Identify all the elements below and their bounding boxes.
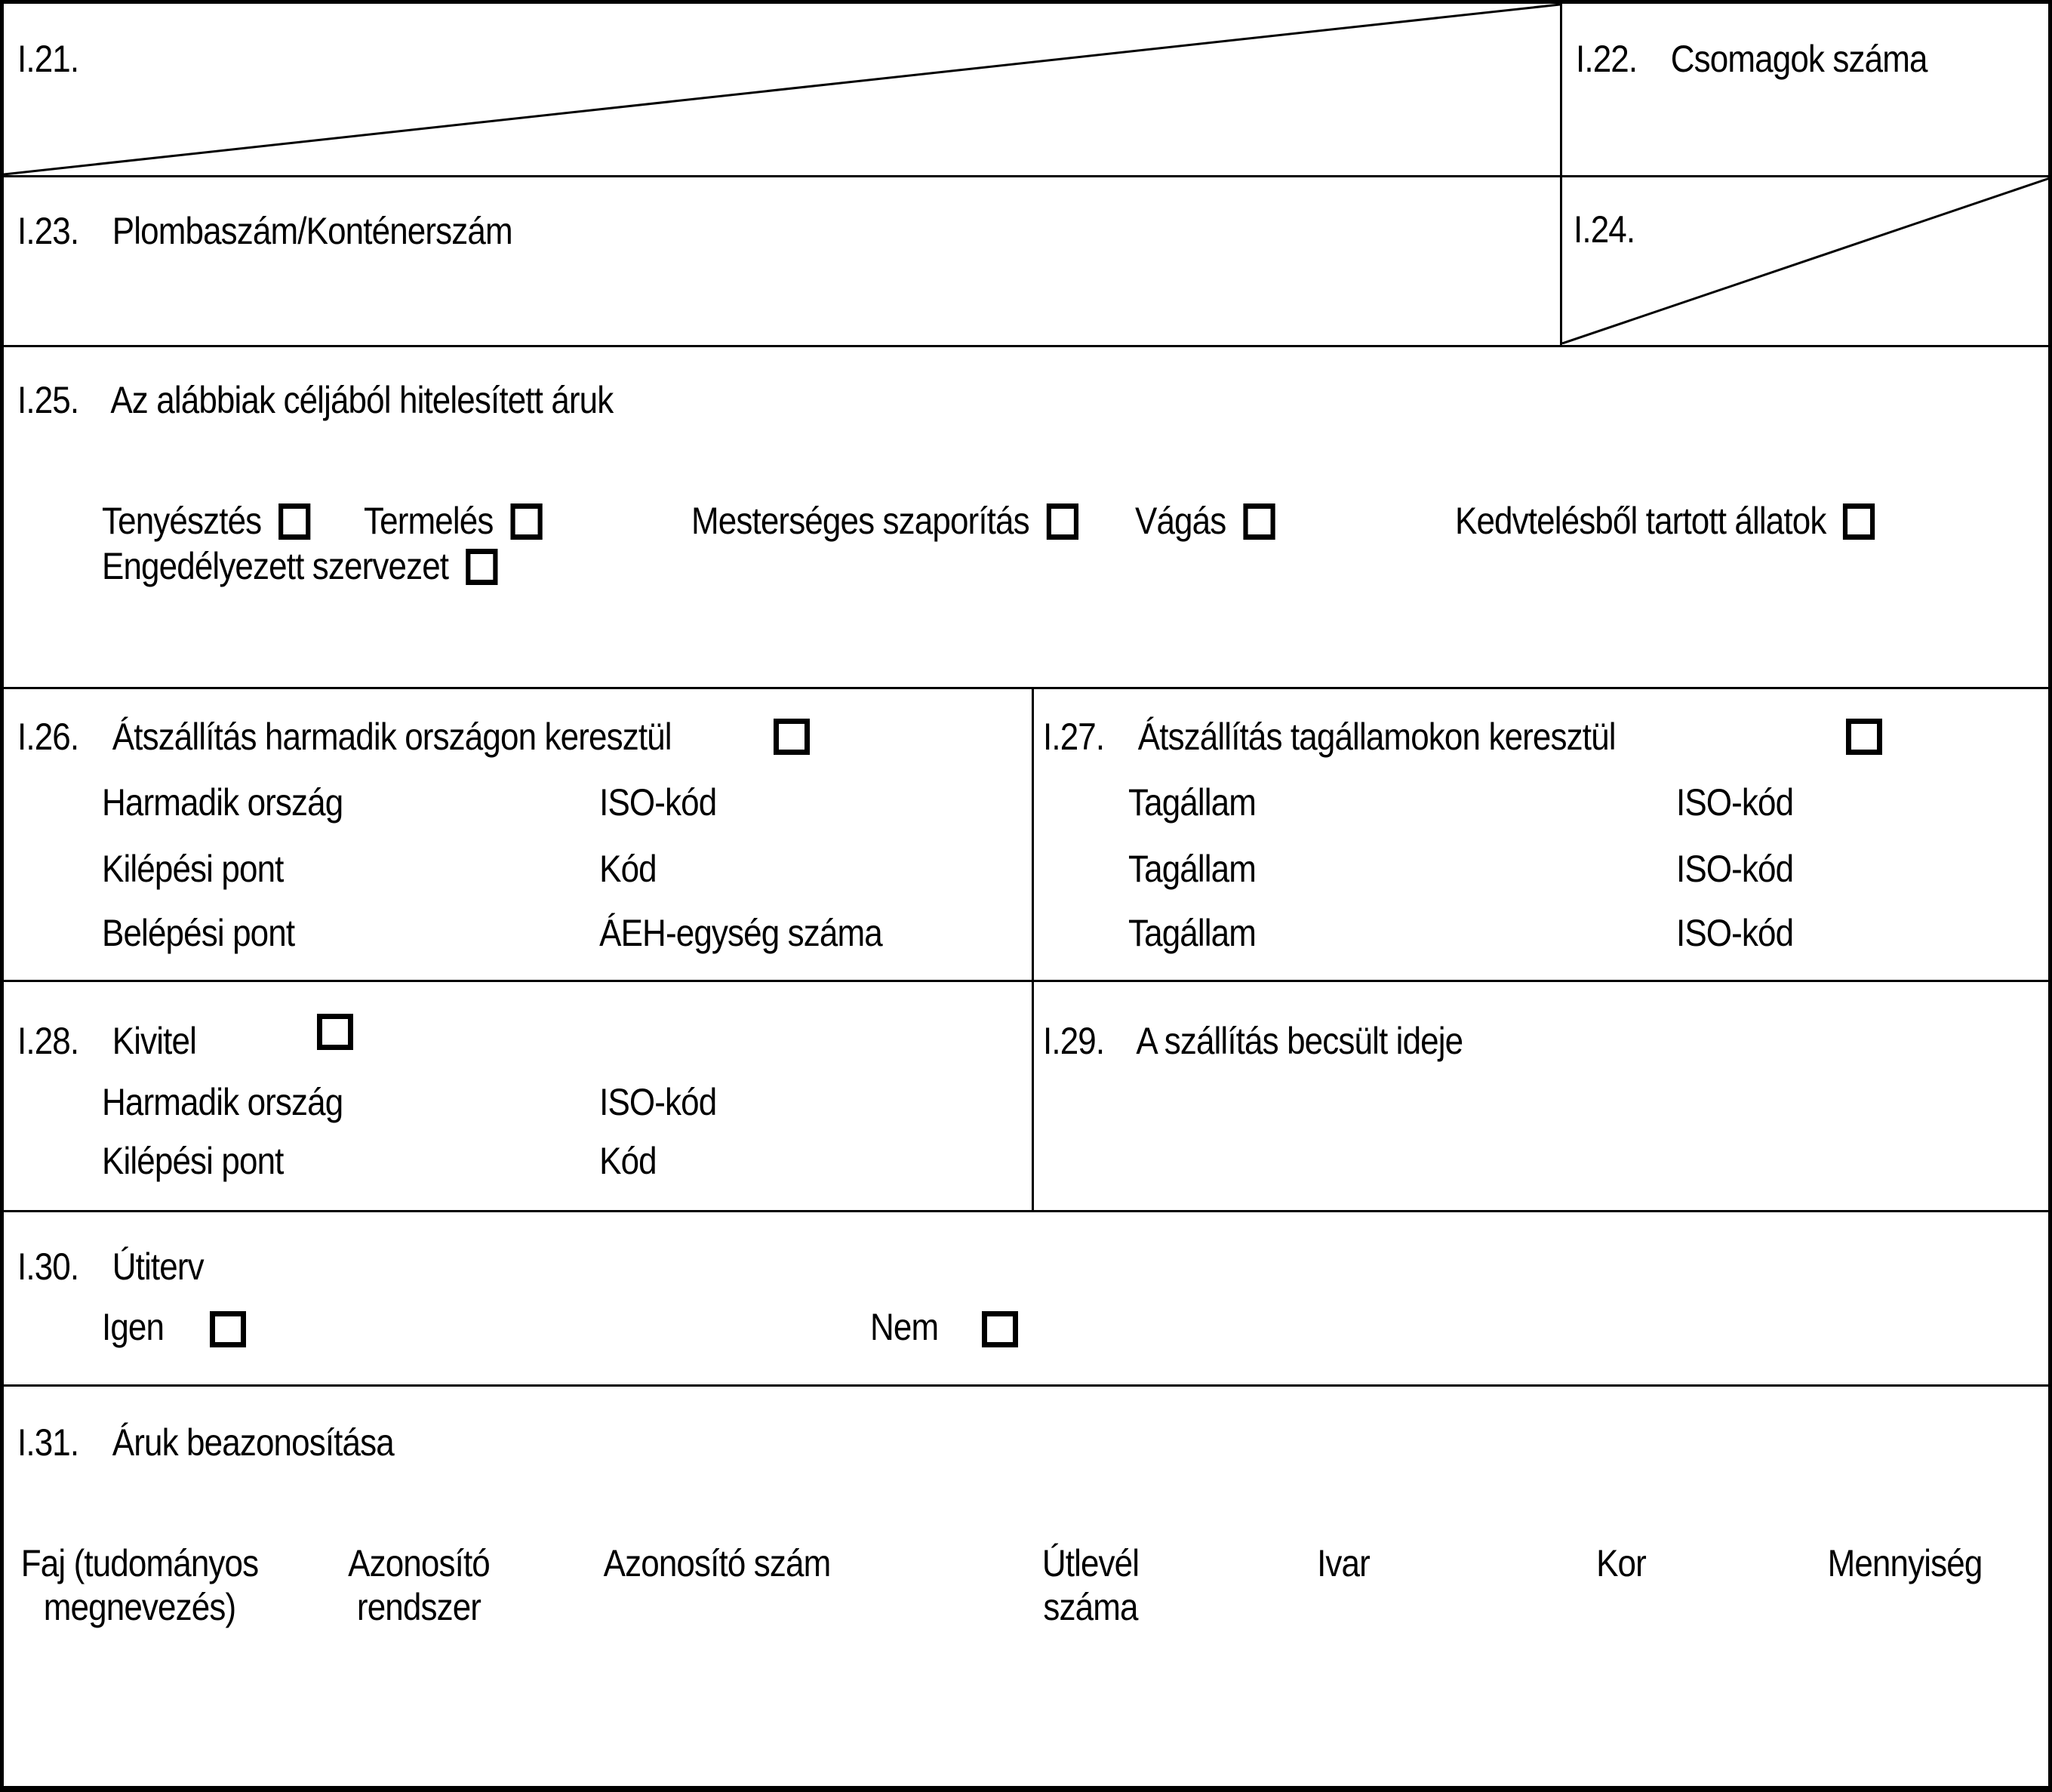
i31-column-sex: [1211, 1541, 1476, 1585]
section-i26-number: I.26.: [17, 716, 79, 758]
i26-label-belepesi-pont: Belépési pont: [102, 912, 295, 954]
section-i28-heading: [17, 1020, 196, 1062]
section-i29-title: A szállítás becsült ideje: [1136, 1020, 1463, 1062]
option-engedelyezett-szervezet: [102, 545, 497, 587]
i31-column-age-line1: Kor: [1596, 1542, 1646, 1584]
option-mesterseges-szaporitas: [691, 500, 1078, 542]
row-divider-5: [4, 1210, 2048, 1212]
i31-column-passport-number: [958, 1541, 1223, 1629]
checkbox-kedvtelesbol-tartott-allatok[interactable]: [1843, 503, 1875, 540]
i26-row-third-country: [102, 781, 716, 824]
section-i26-heading: [17, 716, 672, 758]
option-tenyesztes-label: Tenyésztés: [102, 500, 262, 542]
row-divider-6: [4, 1384, 2048, 1387]
option-termeles-label: Termelés: [364, 500, 494, 542]
section-i24-heading: [1574, 208, 1660, 251]
checkbox-i30-yes[interactable]: [210, 1311, 246, 1347]
row-divider-4: [4, 980, 2048, 982]
checkbox-tenyesztes[interactable]: [278, 503, 310, 540]
i26-row-exit-point: [102, 848, 657, 890]
checkbox-i30-no[interactable]: [982, 1311, 1018, 1347]
section-i28-title: Kivitel: [112, 1020, 196, 1062]
checkbox-i28-export[interactable]: [317, 1014, 353, 1050]
row-divider-3: [4, 687, 2048, 689]
diagonal-strike-i24: [1562, 177, 2052, 344]
checkbox-i27-transit-member-states[interactable]: [1846, 719, 1882, 755]
section-i25-number: I.25.: [17, 379, 79, 421]
option-vagas-label: Vágás: [1135, 500, 1226, 542]
option-vagas: [1135, 500, 1275, 542]
i28-label-iso-kod: ISO-kód: [599, 1081, 717, 1123]
i31-column-passport-number-line2: száma: [1043, 1586, 1138, 1628]
section-i22-number: I.22.: [1576, 38, 1638, 80]
i27-row-member-state-1: [1128, 781, 1793, 824]
section-i23-heading: [17, 210, 512, 252]
diagonal-strike-i21: [4, 4, 1560, 175]
i27-row-member-state-2: [1128, 848, 1793, 890]
section-i27-number: I.27.: [1043, 716, 1105, 758]
section-i27-heading: [1043, 716, 1616, 758]
section-i26-title: Átszállítás harmadik országon keresztül: [112, 716, 672, 758]
row-divider-2: [4, 345, 2048, 347]
i28-row-third-country: [102, 1081, 716, 1123]
i31-column-sex-line1: Ivar: [1317, 1542, 1370, 1584]
section-i22-title: Csomagok száma: [1670, 38, 1927, 80]
checkbox-termeles[interactable]: [510, 503, 542, 540]
i31-column-species: [20, 1541, 260, 1629]
i27-row-member-state-3: [1128, 912, 1793, 954]
option-kedvtelesbol-tartott-allatok-label: Kedvtelésből tartott állatok: [1455, 500, 1826, 542]
i26-label-kod: Kód: [599, 848, 657, 890]
i27-label-iso-kod-2: ISO-kód: [1676, 848, 1794, 890]
section-i30-number: I.30.: [17, 1245, 79, 1288]
i27-label-tagallam-3: Tagállam: [1128, 912, 1257, 954]
checkbox-engedelyezett-szervezet[interactable]: [466, 549, 497, 585]
checkbox-i26-transit-third-country[interactable]: [774, 719, 810, 755]
section-i29-number: I.29.: [1043, 1020, 1105, 1062]
i28-label-kod: Kód: [599, 1140, 657, 1182]
i26-row-entry-point: [102, 912, 882, 954]
option-termeles: [364, 500, 543, 542]
option-tenyesztes: [102, 500, 310, 542]
section-i21-number: I.21.: [17, 38, 79, 80]
i26-label-harmadik-orszag: Harmadik ország: [102, 781, 343, 824]
section-i30-title: Útiterv: [112, 1245, 204, 1288]
i27-label-iso-kod-3: ISO-kód: [1676, 912, 1794, 954]
i26-label-kilepesi-pont: Kilépési pont: [102, 848, 284, 890]
i28-label-kilepesi-pont: Kilépési pont: [102, 1140, 284, 1182]
section-i23-title: Plombaszám/Konténerszám: [112, 210, 512, 252]
i30-no-label: Nem: [870, 1306, 939, 1348]
section-i24-number: I.24.: [1574, 208, 1635, 251]
i31-column-id-system: [286, 1541, 552, 1629]
i28-row-exit-point: [102, 1140, 657, 1182]
i27-label-tagallam-2: Tagállam: [1128, 848, 1257, 890]
i26-label-aeh-egyseg-szama: ÁEH-egység száma: [599, 912, 882, 954]
i31-column-quantity-line1: Mennyiség: [1827, 1542, 1983, 1584]
i26-label-iso-kod-1: ISO-kód: [599, 781, 717, 824]
i27-label-tagallam-1: Tagállam: [1128, 781, 1257, 824]
i31-column-id-number: [584, 1541, 850, 1585]
section-i28-number: I.28.: [17, 1020, 79, 1062]
column-divider-middle: [1032, 687, 1034, 1210]
i31-column-passport-number-line1: Útlevél: [1041, 1542, 1140, 1584]
section-i21-heading: [17, 38, 103, 80]
i31-column-age: [1488, 1541, 1754, 1585]
i31-column-id-system-line2: rendszer: [356, 1586, 481, 1628]
section-i23-number: I.23.: [17, 210, 79, 252]
section-i25-title: Az alábbiak céljából hitelesített áruk: [110, 379, 614, 421]
checkbox-vagas[interactable]: [1243, 503, 1275, 540]
i31-column-species-line2: megnevezés): [43, 1586, 236, 1628]
i31-column-id-number-line1: Azonosító szám: [603, 1542, 831, 1584]
section-i31-number: I.31.: [17, 1421, 79, 1464]
i27-label-iso-kod-1: ISO-kód: [1676, 781, 1794, 824]
section-i31-heading: [17, 1421, 394, 1464]
i31-column-species-line1: Faj (tudományos: [20, 1542, 259, 1584]
checkbox-mesterseges-szaporitas[interactable]: [1047, 503, 1078, 540]
section-i27-title: Átszállítás tagállamokon keresztül: [1137, 716, 1616, 758]
section-i31-title: Áruk beazonosítása: [112, 1421, 394, 1464]
i31-column-id-system-line1: Azonosító: [348, 1542, 490, 1584]
section-i29-heading: [1043, 1020, 1463, 1062]
section-i30-heading: [17, 1245, 204, 1288]
option-mesterseges-szaporitas-label: Mesterséges szaporítás: [691, 500, 1029, 542]
option-kedvtelesbol-tartott-allatok: [1455, 500, 1875, 542]
section-i25-heading: [17, 379, 613, 421]
section-i22-heading: [1576, 38, 1927, 80]
i28-label-harmadik-orszag: Harmadik ország: [102, 1081, 343, 1123]
i30-yes-label: Igen: [102, 1306, 165, 1348]
i31-column-quantity: [1774, 1541, 2036, 1585]
option-engedelyezett-szervezet-label: Engedélyezett szervezet: [102, 545, 449, 587]
